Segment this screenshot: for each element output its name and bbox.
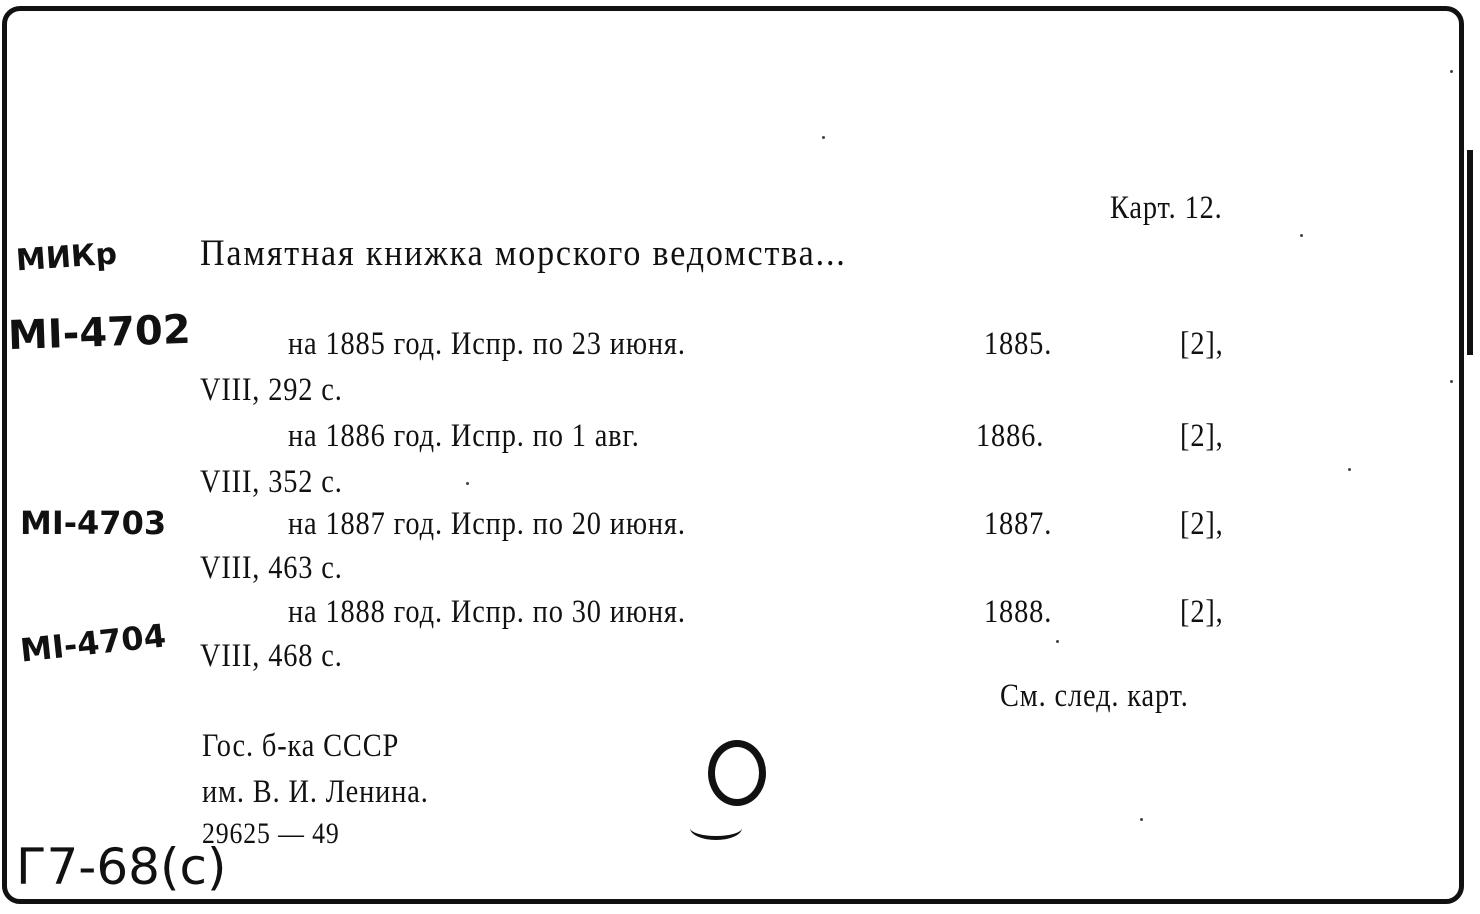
handwritten-collection: МИКр xyxy=(14,236,119,279)
see-next-card: См. след. карт. xyxy=(1000,678,1189,714)
entry-4-copies-value: 2 xyxy=(1190,594,1206,630)
handwritten-shelfmark-2: МI-4703 xyxy=(20,504,167,542)
entry-1-copies-value: 2 xyxy=(1190,326,1206,362)
entry-3-copies-value: 2 xyxy=(1190,506,1206,542)
entry-3-line1: на 1887 год. Испр. по 20 июня. xyxy=(288,506,686,542)
card-number: Карт. 12. xyxy=(1110,190,1223,226)
library-line-3: 29625 — 49 xyxy=(202,817,340,850)
handwritten-shelfmark-3: МI-4704 xyxy=(18,616,168,670)
speck xyxy=(1348,468,1351,471)
entry-4-year: 1888. xyxy=(984,594,1053,630)
entry-4-line1: на 1888 год. Испр. по 30 июня. xyxy=(288,594,686,630)
entry-4-line2: VIII, 468 с. xyxy=(200,638,343,674)
entry-4-copies: [2], xyxy=(1180,594,1224,630)
entry-1-year: 1885. xyxy=(984,326,1053,362)
entry-2-copies-value: 2 xyxy=(1190,418,1206,454)
entry-2-year: 1886. xyxy=(976,418,1045,454)
entry-2-line2: VIII, 352 с. xyxy=(200,464,343,500)
entry-2-line1: на 1886 год. Испр. по 1 авг. xyxy=(288,418,640,454)
entry-2-copies: [2], xyxy=(1180,418,1224,454)
card-title: Памятная книжка морского ведомства... xyxy=(200,233,847,274)
curve-mark-icon xyxy=(690,816,742,840)
speck xyxy=(1300,234,1303,237)
entry-3-copies: [2], xyxy=(1180,506,1224,542)
speck xyxy=(1450,70,1453,73)
handwritten-bottom-code: Г7-68(с) xyxy=(16,838,227,896)
handwritten-shelfmark-1: МI-4702 xyxy=(7,306,192,360)
card-edge-mark xyxy=(1467,150,1473,355)
speck xyxy=(1140,818,1143,821)
speck xyxy=(822,136,825,139)
library-line-1: Гос. б-ка СССР xyxy=(202,728,400,764)
entry-1-line1: на 1885 год. Испр. по 23 июня. xyxy=(288,326,686,362)
speck xyxy=(1450,380,1453,383)
entry-1-line2: VIII, 292 с. xyxy=(200,372,343,408)
entry-3-year: 1887. xyxy=(984,506,1053,542)
speck xyxy=(466,482,469,485)
library-line-2: им. В. И. Ленина. xyxy=(202,774,429,810)
entry-1-copies: [2], xyxy=(1180,326,1224,362)
entry-3-line2: VIII, 463 с. xyxy=(200,550,343,586)
speck xyxy=(1056,640,1059,643)
circle-mark-icon xyxy=(708,740,766,806)
